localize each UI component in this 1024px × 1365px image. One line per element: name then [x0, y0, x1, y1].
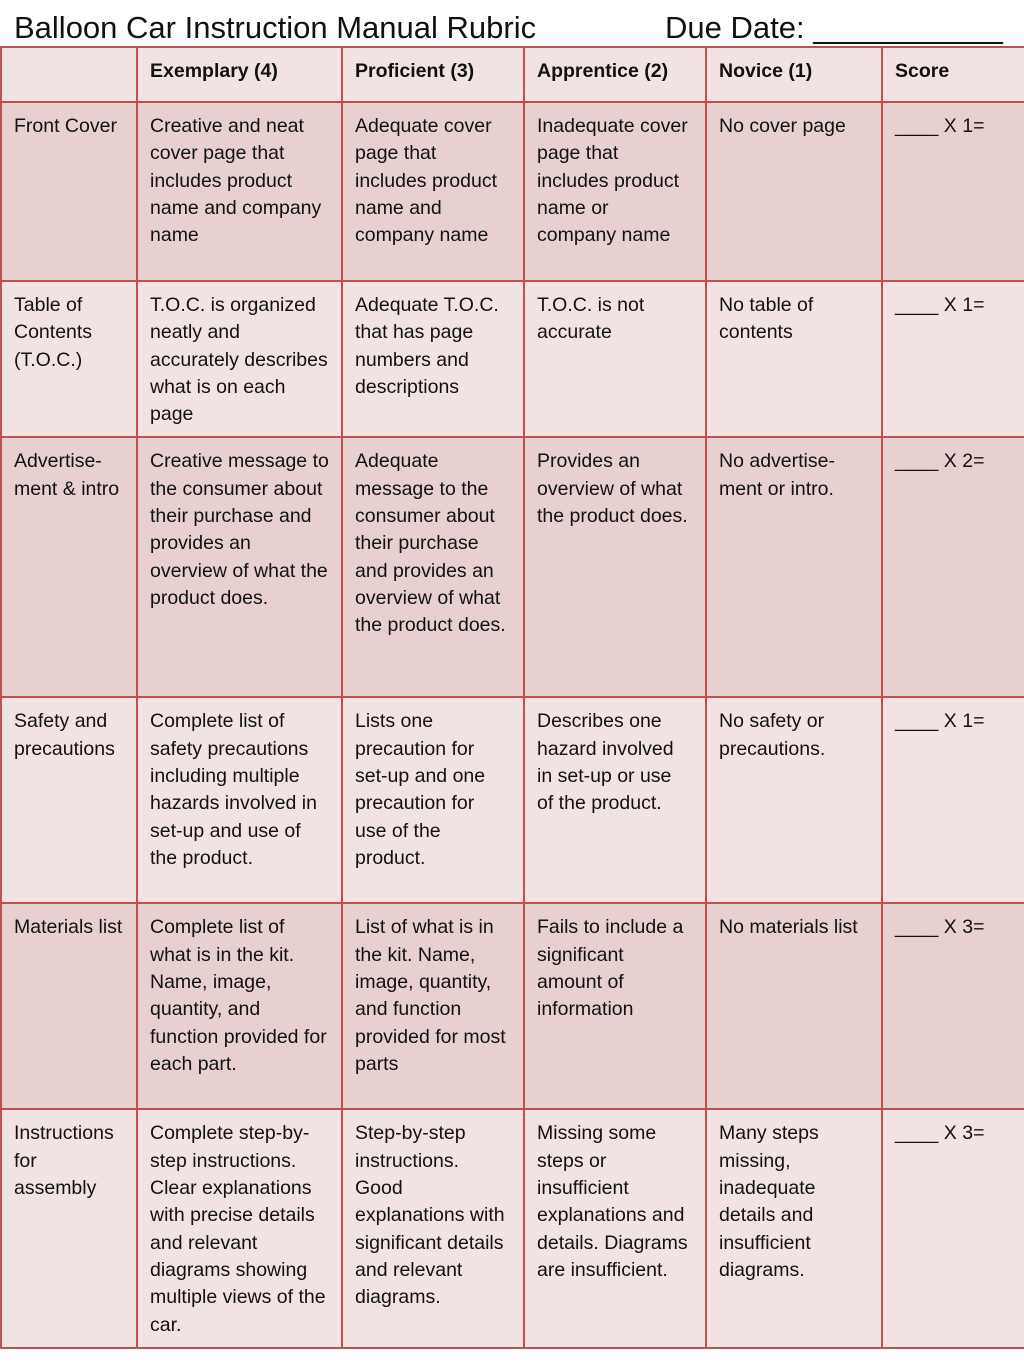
- apprentice-cell: T.O.C. is not accurate: [524, 281, 706, 437]
- table-row: [1, 903, 1024, 1109]
- novice-cell: No advertise-ment or intro.: [706, 437, 882, 697]
- exemplary-cell: Complete step-by-step instructions. Clear explanations with precise details and relevant diagrams showing multiple views of the car.: [137, 1109, 342, 1347]
- proficient-cell: Adequate cover page that includes product name and company name: [342, 102, 524, 281]
- header-cell-score: Score: [882, 47, 1024, 102]
- apprentice-cell: Fails to include a significant amount of information: [524, 903, 706, 1109]
- category-cell: Front Cover: [1, 102, 137, 281]
- novice-cell: No table of contents: [706, 281, 882, 437]
- category-cell: Safety and precautions: [1, 697, 137, 903]
- category-cell: Table of Contents (T.O.C.): [1, 281, 137, 437]
- proficient-cell: Step-by-step instructions. Good explanations with significant details and relevant diagrams.: [342, 1109, 524, 1347]
- apprentice-cell: Provides an overview of what the product does.: [524, 437, 706, 697]
- category-cell: Advertise-ment & intro: [1, 437, 137, 697]
- score-cell: ____ X 1=: [882, 102, 1024, 281]
- table-row: [1, 1109, 1024, 1347]
- header-row: [1, 47, 1024, 102]
- header-cell-apprentice: Apprentice (2): [524, 47, 706, 102]
- table-row: [1, 281, 1024, 437]
- exemplary-cell: Creative and neat cover page that includes product name and company name: [137, 102, 342, 281]
- proficient-cell: Adequate T.O.C. that has page numbers and descriptions: [342, 281, 524, 437]
- table-row: [1, 697, 1024, 903]
- exemplary-cell: Complete list of safety precautions including multiple hazards involved in set-up and use of the product.: [137, 697, 342, 903]
- table-row: [1, 437, 1024, 697]
- page-title: Balloon Car Instruction Manual Rubric: [14, 10, 537, 45]
- apprentice-cell: Missing some steps or insufficient explanations and details. Diagrams are insufficient.: [524, 1109, 706, 1347]
- header-cell-novice: Novice (1): [706, 47, 882, 102]
- category-cell: Instructions for assembly: [1, 1109, 137, 1347]
- apprentice-cell: Inadequate cover page that includes product name or company name: [524, 102, 706, 281]
- apprentice-cell: Describes one hazard involved in set-up or use of the product.: [524, 697, 706, 903]
- exemplary-cell: Complete list of what is in the kit. Name, image, quantity, and function provided for each part.: [137, 903, 342, 1109]
- header-cell-exemplary: Exemplary (4): [137, 47, 342, 102]
- score-cell: ____ X 3=: [882, 903, 1024, 1109]
- novice-cell: No cover page: [706, 102, 882, 281]
- novice-cell: No safety or precautions.: [706, 697, 882, 903]
- proficient-cell: List of what is in the kit. Name, image, quantity, and function provided for most parts: [342, 903, 524, 1109]
- rubric-table: [0, 46, 1024, 1349]
- category-cell: Materials list: [1, 903, 137, 1109]
- table-row: [1, 102, 1024, 281]
- exemplary-cell: Creative message to the consumer about their purchase and provides an overview of what the product does.: [137, 437, 342, 697]
- score-cell: ____ X 1=: [882, 281, 1024, 437]
- header-cell-proficient: Proficient (3): [342, 47, 524, 102]
- due-date-field: Due Date: ___________: [665, 10, 1003, 45]
- score-cell: ____ X 2=: [882, 437, 1024, 697]
- score-cell: ____ X 3=: [882, 1109, 1024, 1347]
- exemplary-cell: T.O.C. is organized neatly and accurately describes what is on each page: [137, 281, 342, 437]
- header-cell-category: [1, 47, 137, 102]
- proficient-cell: Adequate message to the consumer about their purchase and provides an overview of what the product does.: [342, 437, 524, 697]
- novice-cell: No materials list: [706, 903, 882, 1109]
- proficient-cell: Lists one precaution for set-up and one precaution for use of the product.: [342, 697, 524, 903]
- novice-cell: Many steps missing, inadequate details and insufficient diagrams.: [706, 1109, 882, 1347]
- score-cell: ____ X 1=: [882, 697, 1024, 903]
